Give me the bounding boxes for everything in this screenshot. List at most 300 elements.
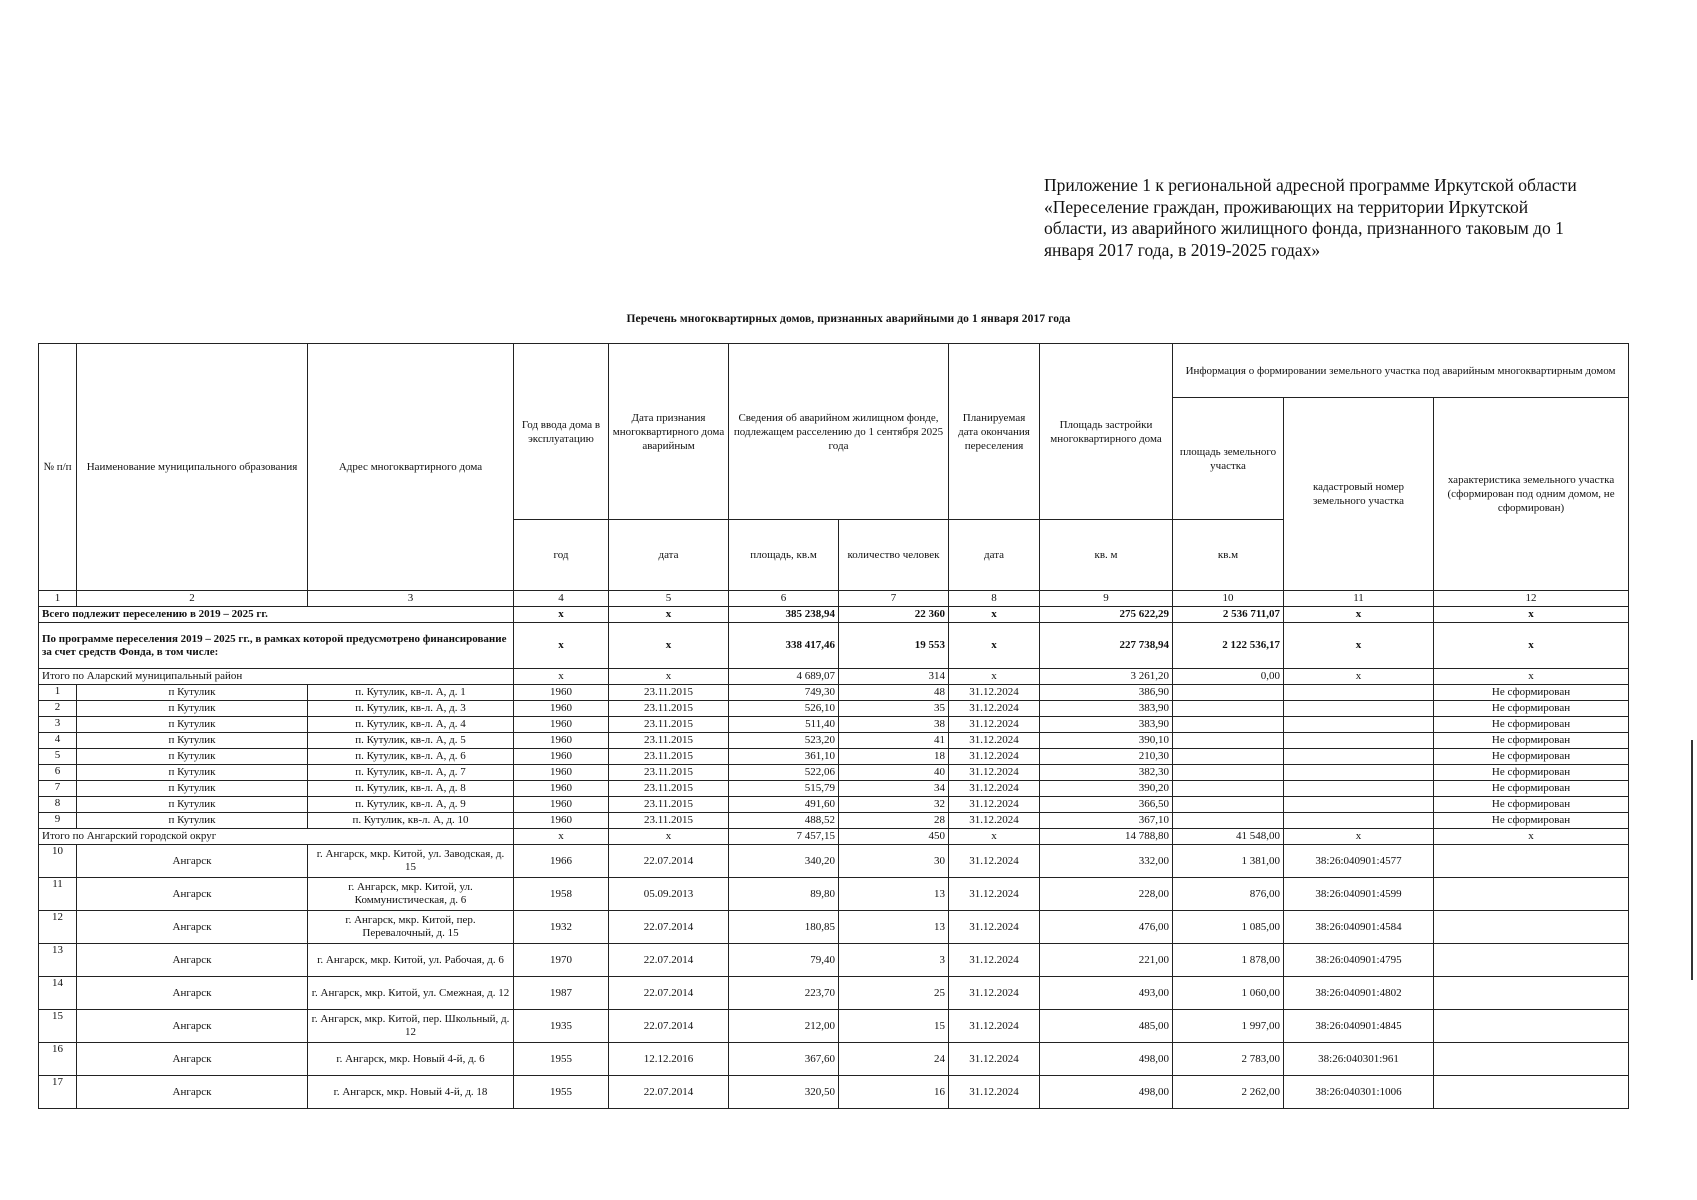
row-area: 320,50 xyxy=(729,1076,839,1109)
row-build-area: 366,50 xyxy=(1040,797,1173,813)
row-municipality: п Кутулик xyxy=(77,749,308,765)
row-land-area xyxy=(1173,797,1284,813)
row-address: п. Кутулик, кв-л. А, д. 5 xyxy=(308,733,514,749)
annex-line: января 2017 года, в 2019-2025 годах» xyxy=(1044,239,1321,260)
row-people: 41 xyxy=(839,733,949,749)
table-row xyxy=(39,1010,1629,1043)
row-area: 212,00 xyxy=(729,1010,839,1043)
row-people: 15 xyxy=(839,1010,949,1043)
row-year: 1960 xyxy=(514,781,609,797)
header-year: Год ввода дома в эксплуатацию xyxy=(514,344,609,520)
row-year: 1966 xyxy=(514,845,609,878)
header-unit-area: площадь, кв.м xyxy=(729,520,839,591)
column-number: 2 xyxy=(77,591,308,607)
row-number: 5 xyxy=(39,749,77,765)
row-address: п. Кутулик, кв-л. А, д. 9 xyxy=(308,797,514,813)
row-number: 9 xyxy=(39,813,77,829)
row-cadastral xyxy=(1284,749,1434,765)
program-build: 227 738,94 xyxy=(1040,623,1173,669)
row-plan-date: 31.12.2024 xyxy=(949,701,1040,717)
row-year: 1960 xyxy=(514,685,609,701)
row-land-area: 1 997,00 xyxy=(1173,1010,1284,1043)
header-fund-info: Сведения об аварийном жилищном фонде, подлежащем расселению до 1 сентября 2025 года xyxy=(729,344,949,520)
row-address: п. Кутулик, кв-л. А, д. 1 xyxy=(308,685,514,701)
subtotal-label: Итого по Ангарский городской округ xyxy=(39,829,514,845)
row-address: г. Ангарск, мкр. Новый 4-й, д. 18 xyxy=(308,1076,514,1109)
row-number: 15 xyxy=(39,1010,77,1043)
header-plan-date: Планируемая дата окончания переселения xyxy=(949,344,1040,520)
row-number: 3 xyxy=(39,717,77,733)
row-recognition-date: 23.11.2015 xyxy=(609,797,729,813)
row-plan-date: 31.12.2024 xyxy=(949,911,1040,944)
row-characteristic: Не сформирован xyxy=(1434,797,1629,813)
row-build-area: 485,00 xyxy=(1040,1010,1173,1043)
header-unit-sqm2: кв.м xyxy=(1173,520,1284,591)
row-people: 24 xyxy=(839,1043,949,1076)
row-characteristic: Не сформирован xyxy=(1434,701,1629,717)
total-date: х xyxy=(609,607,729,623)
row-area: 522,06 xyxy=(729,765,839,781)
subtotal-land: 41 548,00 xyxy=(1173,829,1284,845)
table-row xyxy=(39,1043,1629,1076)
table-row xyxy=(39,797,1629,813)
row-plan-date: 31.12.2024 xyxy=(949,813,1040,829)
total-year: х xyxy=(514,607,609,623)
total-build: 275 622,29 xyxy=(1040,607,1173,623)
header-land-info: Информация о формировании земельного участка под аварийным многоквартирным домом xyxy=(1173,344,1629,398)
program-land: 2 122 536,17 xyxy=(1173,623,1284,669)
row-area: 180,85 xyxy=(729,911,839,944)
table-row xyxy=(39,845,1629,878)
row-year: 1960 xyxy=(514,701,609,717)
table-row xyxy=(39,977,1629,1010)
program-label: По программе переселения 2019 – 2025 гг., в рамках которой предусмотрено финансирование за счет средств Фонда, в том числе: xyxy=(39,623,514,669)
program-plan: х xyxy=(949,623,1040,669)
total-label: Всего подлежит переселению в 2019 – 2025 гг. xyxy=(39,607,514,623)
row-recognition-date: 22.07.2014 xyxy=(609,944,729,977)
row-address: г. Ангарск, мкр. Китой, ул. Смежная, д. 12 xyxy=(308,977,514,1010)
row-plan-date: 31.12.2024 xyxy=(949,685,1040,701)
row-build-area: 382,30 xyxy=(1040,765,1173,781)
row-land-area xyxy=(1173,717,1284,733)
row-land-area xyxy=(1173,701,1284,717)
subtotal-area: 4 689,07 xyxy=(729,669,839,685)
row-address: п. Кутулик, кв-л. А, д. 10 xyxy=(308,813,514,829)
row-build-area: 367,10 xyxy=(1040,813,1173,829)
row-cadastral: 38:26:040901:4795 xyxy=(1284,944,1434,977)
row-recognition-date: 22.07.2014 xyxy=(609,845,729,878)
scan-edge-line xyxy=(1691,740,1693,980)
table-row xyxy=(39,685,1629,701)
annex-line: «Переселение граждан, проживающих на территории Иркутской xyxy=(1044,196,1529,217)
row-people: 30 xyxy=(839,845,949,878)
table-row xyxy=(39,944,1629,977)
row-characteristic xyxy=(1434,944,1629,977)
annex-line: Приложение 1 к региональной адресной программе Иркутской области xyxy=(1044,175,1577,195)
subtotal-row xyxy=(39,829,1629,845)
row-recognition-date: 22.07.2014 xyxy=(609,1010,729,1043)
row-land-area xyxy=(1173,813,1284,829)
row-recognition-date: 23.11.2015 xyxy=(609,749,729,765)
row-recognition-date: 22.07.2014 xyxy=(609,1076,729,1109)
column-number: 7 xyxy=(839,591,949,607)
row-recognition-date: 23.11.2015 xyxy=(609,717,729,733)
table-row xyxy=(39,701,1629,717)
header-cadastral: кадастровый номер земельного участка xyxy=(1284,398,1434,591)
table-row xyxy=(39,813,1629,829)
program-date: х xyxy=(609,623,729,669)
table-row xyxy=(39,765,1629,781)
row-land-area: 2 262,00 xyxy=(1173,1076,1284,1109)
row-year: 1970 xyxy=(514,944,609,977)
row-plan-date: 31.12.2024 xyxy=(949,733,1040,749)
row-land-area: 1 060,00 xyxy=(1173,977,1284,1010)
row-address: п. Кутулик, кв-л. А, д. 8 xyxy=(308,781,514,797)
row-characteristic: Не сформирован xyxy=(1434,733,1629,749)
row-municipality: Ангарск xyxy=(77,1043,308,1076)
row-address: п. Кутулик, кв-л. А, д. 4 xyxy=(308,717,514,733)
row-build-area: 498,00 xyxy=(1040,1043,1173,1076)
table-row xyxy=(39,717,1629,733)
row-people: 38 xyxy=(839,717,949,733)
row-recognition-date: 23.11.2015 xyxy=(609,701,729,717)
subtotal-characteristic: х xyxy=(1434,829,1629,845)
header-num: № п/п xyxy=(39,344,77,591)
row-land-area xyxy=(1173,685,1284,701)
column-number: 9 xyxy=(1040,591,1173,607)
row-area: 491,60 xyxy=(729,797,839,813)
row-characteristic xyxy=(1434,878,1629,911)
row-municipality: Ангарск xyxy=(77,878,308,911)
row-characteristic xyxy=(1434,977,1629,1010)
row-build-area: 390,20 xyxy=(1040,781,1173,797)
program-characteristic: х xyxy=(1434,623,1629,669)
row-number: 11 xyxy=(39,878,77,911)
subtotal-build: 3 261,20 xyxy=(1040,669,1173,685)
subtotal-row xyxy=(39,669,1629,685)
row-land-area xyxy=(1173,749,1284,765)
row-build-area: 383,90 xyxy=(1040,701,1173,717)
row-year: 1960 xyxy=(514,749,609,765)
subtotal-land: 0,00 xyxy=(1173,669,1284,685)
row-plan-date: 31.12.2024 xyxy=(949,845,1040,878)
row-year: 1960 xyxy=(514,813,609,829)
row-address: п. Кутулик, кв-л. А, д. 6 xyxy=(308,749,514,765)
total-people: 22 360 xyxy=(839,607,949,623)
row-cadastral xyxy=(1284,733,1434,749)
row-recognition-date: 23.11.2015 xyxy=(609,733,729,749)
row-number: 14 xyxy=(39,977,77,1010)
row-cadastral xyxy=(1284,813,1434,829)
column-number: 3 xyxy=(308,591,514,607)
row-address: г. Ангарск, мкр. Китой, ул. Рабочая, д. 6 xyxy=(308,944,514,977)
column-number: 8 xyxy=(949,591,1040,607)
row-people: 34 xyxy=(839,781,949,797)
row-number: 16 xyxy=(39,1043,77,1076)
header-municipality: Наименование муниципального образования xyxy=(77,344,308,591)
row-address: г. Ангарск, мкр. Китой, пер. Перевалочный, д. 15 xyxy=(308,911,514,944)
column-number: 4 xyxy=(514,591,609,607)
row-characteristic: Не сформирован xyxy=(1434,813,1629,829)
subtotal-people: 450 xyxy=(839,829,949,845)
column-number: 5 xyxy=(609,591,729,607)
header-unit-people: количество человек xyxy=(839,520,949,591)
row-people: 35 xyxy=(839,701,949,717)
annex-line: области, из аварийного жилищного фонда, признанного таковым до 1 xyxy=(1044,218,1564,238)
header-unit-year: год xyxy=(514,520,609,591)
header-build-area: Площадь застройки многоквартирного дома xyxy=(1040,344,1173,520)
header-unit-date2: дата xyxy=(949,520,1040,591)
row-cadastral xyxy=(1284,765,1434,781)
row-cadastral: 38:26:040901:4599 xyxy=(1284,878,1434,911)
total-plan: х xyxy=(949,607,1040,623)
row-municipality: Ангарск xyxy=(77,845,308,878)
row-area: 361,10 xyxy=(729,749,839,765)
row-area: 526,10 xyxy=(729,701,839,717)
row-area: 79,40 xyxy=(729,944,839,977)
row-cadastral: 38:26:040901:4802 xyxy=(1284,977,1434,1010)
column-number: 11 xyxy=(1284,591,1434,607)
program-row xyxy=(39,623,1629,669)
row-characteristic: Не сформирован xyxy=(1434,765,1629,781)
row-year: 1960 xyxy=(514,765,609,781)
row-area: 515,79 xyxy=(729,781,839,797)
column-number: 1 xyxy=(39,591,77,607)
row-characteristic: Не сформирован xyxy=(1434,685,1629,701)
total-characteristic: х xyxy=(1434,607,1629,623)
row-year: 1960 xyxy=(514,717,609,733)
row-plan-date: 31.12.2024 xyxy=(949,878,1040,911)
row-characteristic xyxy=(1434,911,1629,944)
row-cadastral: 38:26:040901:4584 xyxy=(1284,911,1434,944)
subtotal-cadastral: х xyxy=(1284,829,1434,845)
row-address: г. Ангарск, мкр. Китой, ул. Коммунистическая, д. 6 xyxy=(308,878,514,911)
table-row xyxy=(39,1076,1629,1109)
row-cadastral: 38:26:040901:4845 xyxy=(1284,1010,1434,1043)
row-municipality: п Кутулик xyxy=(77,685,308,701)
row-characteristic: Не сформирован xyxy=(1434,717,1629,733)
row-recognition-date: 22.07.2014 xyxy=(609,911,729,944)
total-row xyxy=(39,607,1629,623)
row-area: 367,60 xyxy=(729,1043,839,1076)
subtotal-characteristic: х xyxy=(1434,669,1629,685)
row-people: 25 xyxy=(839,977,949,1010)
row-area: 523,20 xyxy=(729,733,839,749)
row-municipality: п Кутулик xyxy=(77,717,308,733)
program-people: 19 553 xyxy=(839,623,949,669)
row-plan-date: 31.12.2024 xyxy=(949,1010,1040,1043)
row-address: г. Ангарск, мкр. Новый 4-й, д. 6 xyxy=(308,1043,514,1076)
row-plan-date: 31.12.2024 xyxy=(949,1043,1040,1076)
row-build-area: 228,00 xyxy=(1040,878,1173,911)
row-people: 18 xyxy=(839,749,949,765)
row-area: 488,52 xyxy=(729,813,839,829)
row-year: 1960 xyxy=(514,797,609,813)
row-cadastral xyxy=(1284,701,1434,717)
row-people: 13 xyxy=(839,878,949,911)
table-row xyxy=(39,911,1629,944)
row-recognition-date: 23.11.2015 xyxy=(609,781,729,797)
row-plan-date: 31.12.2024 xyxy=(949,944,1040,977)
row-address: г. Ангарск, мкр. Китой, пер. Школьный, д. 12 xyxy=(308,1010,514,1043)
subtotal-plan: х xyxy=(949,829,1040,845)
row-municipality: п Кутулик xyxy=(77,765,308,781)
row-land-area: 876,00 xyxy=(1173,878,1284,911)
table-row xyxy=(39,878,1629,911)
row-cadastral: 38:26:040301:961 xyxy=(1284,1043,1434,1076)
subtotal-date: х xyxy=(609,669,729,685)
row-build-area: 210,30 xyxy=(1040,749,1173,765)
row-area: 749,30 xyxy=(729,685,839,701)
row-cadastral: 38:26:040301:1006 xyxy=(1284,1076,1434,1109)
row-plan-date: 31.12.2024 xyxy=(949,977,1040,1010)
row-plan-date: 31.12.2024 xyxy=(949,749,1040,765)
row-municipality: Ангарск xyxy=(77,911,308,944)
column-number: 12 xyxy=(1434,591,1629,607)
row-land-area xyxy=(1173,765,1284,781)
table-row xyxy=(39,733,1629,749)
row-cadastral: 38:26:040901:4577 xyxy=(1284,845,1434,878)
row-cadastral xyxy=(1284,717,1434,733)
row-recognition-date: 23.11.2015 xyxy=(609,813,729,829)
row-year: 1955 xyxy=(514,1076,609,1109)
subtotal-area: 7 457,15 xyxy=(729,829,839,845)
row-land-area: 1 878,00 xyxy=(1173,944,1284,977)
subtotal-year: х xyxy=(514,829,609,845)
row-people: 32 xyxy=(839,797,949,813)
row-address: г. Ангарск, мкр. Китой, ул. Заводская, д. 15 xyxy=(308,845,514,878)
header-unit-date: дата xyxy=(609,520,729,591)
row-municipality: п Кутулик xyxy=(77,733,308,749)
row-area: 511,40 xyxy=(729,717,839,733)
row-municipality: п Кутулик xyxy=(77,797,308,813)
row-municipality: п Кутулик xyxy=(77,701,308,717)
row-build-area: 383,90 xyxy=(1040,717,1173,733)
row-build-area: 386,90 xyxy=(1040,685,1173,701)
header-unit-sqm: кв. м xyxy=(1040,520,1173,591)
header-land-characteristic: характеристика земельного участка (сформирован под одним домом, не сформирован) xyxy=(1434,398,1629,591)
row-year: 1955 xyxy=(514,1043,609,1076)
row-municipality: п Кутулик xyxy=(77,813,308,829)
row-recognition-date: 05.09.2013 xyxy=(609,878,729,911)
row-characteristic xyxy=(1434,1043,1629,1076)
row-recognition-date: 23.11.2015 xyxy=(609,685,729,701)
row-people: 48 xyxy=(839,685,949,701)
row-year: 1935 xyxy=(514,1010,609,1043)
total-area: 385 238,94 xyxy=(729,607,839,623)
row-plan-date: 31.12.2024 xyxy=(949,1076,1040,1109)
row-municipality: Ангарск xyxy=(77,977,308,1010)
subtotal-build: 14 788,80 xyxy=(1040,829,1173,845)
row-area: 223,70 xyxy=(729,977,839,1010)
row-people: 3 xyxy=(839,944,949,977)
row-number: 8 xyxy=(39,797,77,813)
row-number: 2 xyxy=(39,701,77,717)
total-land: 2 536 711,07 xyxy=(1173,607,1284,623)
row-people: 40 xyxy=(839,765,949,781)
column-number: 6 xyxy=(729,591,839,607)
row-municipality: Ангарск xyxy=(77,1076,308,1109)
subtotal-label: Итого по Аларский муниципальный район xyxy=(39,669,514,685)
row-land-area: 2 783,00 xyxy=(1173,1043,1284,1076)
row-plan-date: 31.12.2024 xyxy=(949,797,1040,813)
row-build-area: 476,00 xyxy=(1040,911,1173,944)
row-plan-date: 31.12.2024 xyxy=(949,717,1040,733)
row-number: 6 xyxy=(39,765,77,781)
program-cadastral: х xyxy=(1284,623,1434,669)
row-characteristic: Не сформирован xyxy=(1434,781,1629,797)
subtotal-people: 314 xyxy=(839,669,949,685)
row-area: 340,20 xyxy=(729,845,839,878)
table-row xyxy=(39,749,1629,765)
total-cadastral: х xyxy=(1284,607,1434,623)
row-cadastral xyxy=(1284,781,1434,797)
row-build-area: 390,10 xyxy=(1040,733,1173,749)
row-recognition-date: 22.07.2014 xyxy=(609,977,729,1010)
row-plan-date: 31.12.2024 xyxy=(949,765,1040,781)
subtotal-year: х xyxy=(514,669,609,685)
row-characteristic: Не сформирован xyxy=(1434,749,1629,765)
subtotal-date: х xyxy=(609,829,729,845)
program-year: х xyxy=(514,623,609,669)
row-plan-date: 31.12.2024 xyxy=(949,781,1040,797)
row-build-area: 498,00 xyxy=(1040,1076,1173,1109)
row-number: 1 xyxy=(39,685,77,701)
subtotal-cadastral: х xyxy=(1284,669,1434,685)
row-number: 7 xyxy=(39,781,77,797)
document-title: Перечень многоквартирных домов, признанных аварийными до 1 января 2017 года xyxy=(626,313,1071,325)
row-recognition-date: 23.11.2015 xyxy=(609,765,729,781)
row-land-area xyxy=(1173,781,1284,797)
program-area: 338 417,46 xyxy=(729,623,839,669)
row-people: 28 xyxy=(839,813,949,829)
row-number: 17 xyxy=(39,1076,77,1109)
row-year: 1932 xyxy=(514,911,609,944)
row-number: 12 xyxy=(39,911,77,944)
row-number: 4 xyxy=(39,733,77,749)
column-numbers-row xyxy=(39,591,1629,607)
housing-table xyxy=(38,343,1629,1109)
row-address: п. Кутулик, кв-л. А, д. 3 xyxy=(308,701,514,717)
annex-block xyxy=(1044,175,1644,261)
row-characteristic xyxy=(1434,1010,1629,1043)
row-number: 13 xyxy=(39,944,77,977)
row-area: 89,80 xyxy=(729,878,839,911)
row-municipality: п Кутулик xyxy=(77,781,308,797)
row-build-area: 221,00 xyxy=(1040,944,1173,977)
row-build-area: 332,00 xyxy=(1040,845,1173,878)
row-cadastral xyxy=(1284,797,1434,813)
row-number: 10 xyxy=(39,845,77,878)
subtotal-plan: х xyxy=(949,669,1040,685)
row-municipality: Ангарск xyxy=(77,1010,308,1043)
row-people: 13 xyxy=(839,911,949,944)
row-recognition-date: 12.12.2016 xyxy=(609,1043,729,1076)
row-cadastral xyxy=(1284,685,1434,701)
row-year: 1958 xyxy=(514,878,609,911)
row-land-area: 1 381,00 xyxy=(1173,845,1284,878)
row-land-area: 1 085,00 xyxy=(1173,911,1284,944)
header-recognition-date: Дата признания многоквартирного дома аварийным xyxy=(609,344,729,520)
row-year: 1987 xyxy=(514,977,609,1010)
header-address: Адрес многоквартирного дома xyxy=(308,344,514,591)
row-characteristic xyxy=(1434,1076,1629,1109)
row-year: 1960 xyxy=(514,733,609,749)
row-people: 16 xyxy=(839,1076,949,1109)
column-number: 10 xyxy=(1173,591,1284,607)
header-land-area: площадь земельного участка xyxy=(1173,398,1284,520)
table-row xyxy=(39,781,1629,797)
